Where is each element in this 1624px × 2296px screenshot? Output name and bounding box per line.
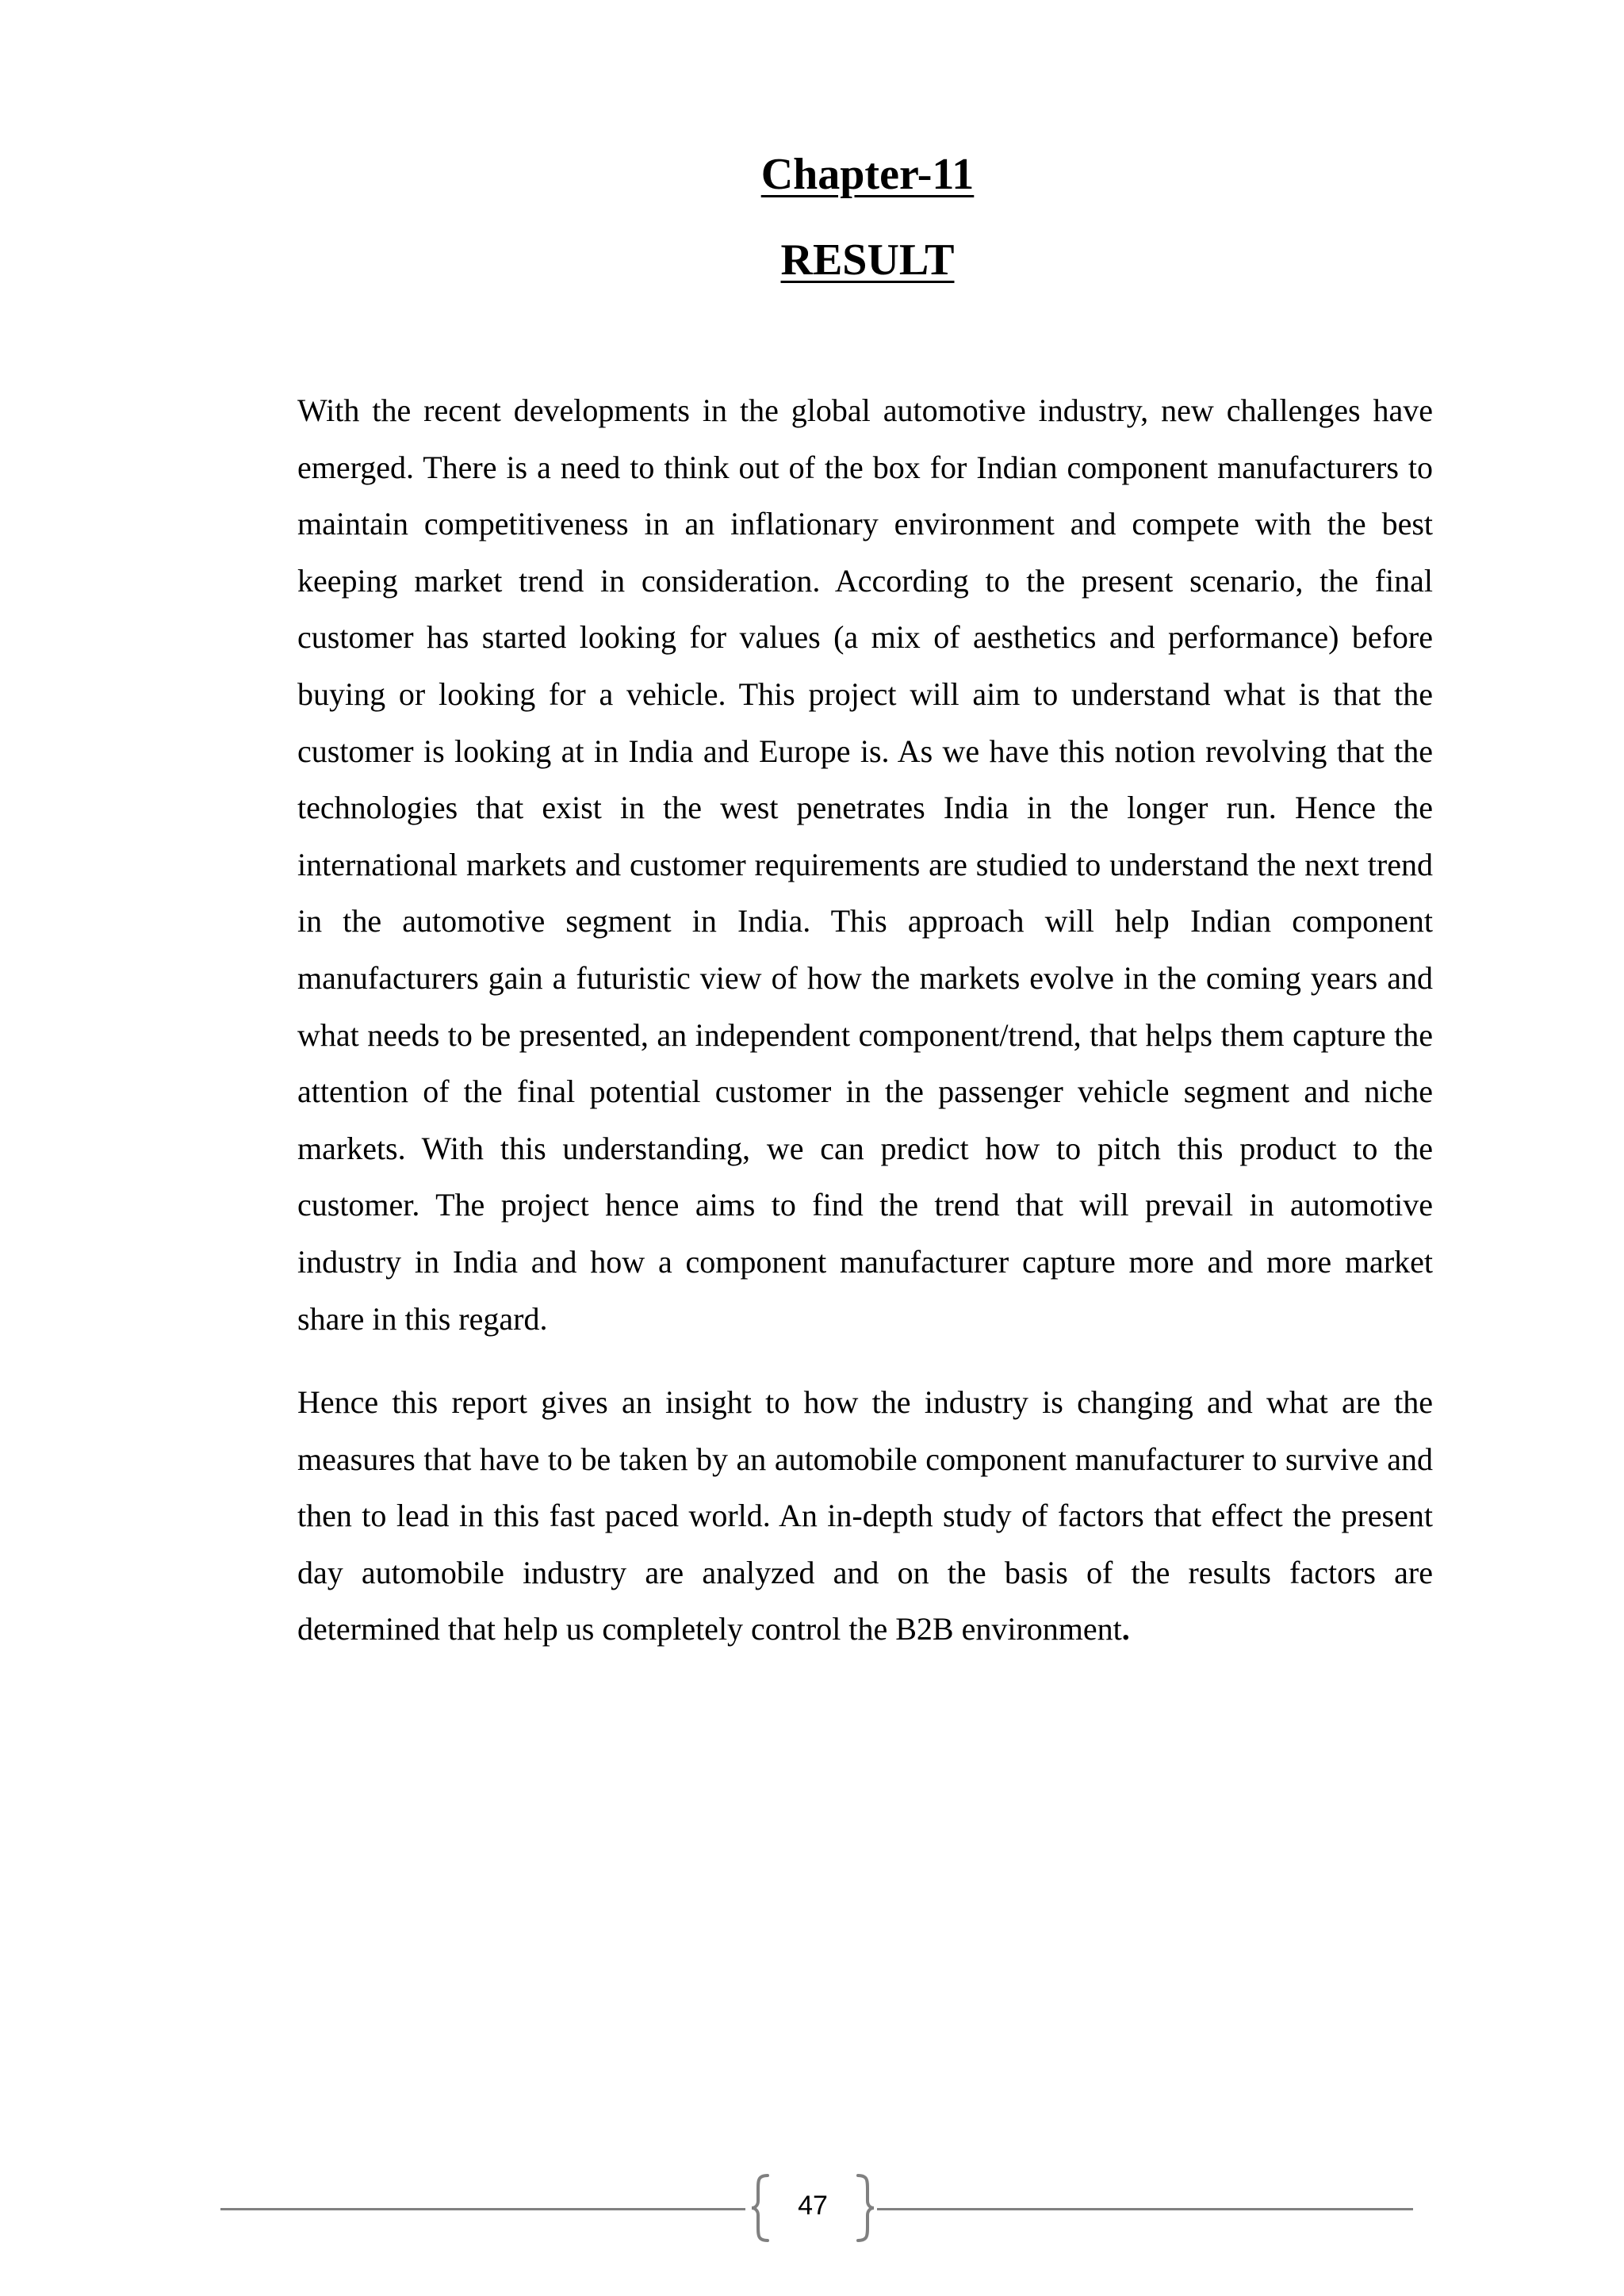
paragraph-2	[297, 1374, 1433, 1658]
chapter-heading: Chapter-11	[760, 150, 975, 199]
body-text	[297, 382, 1433, 1658]
paragraph-2-period: .	[1121, 1611, 1130, 1647]
section-heading: RESULT	[780, 235, 955, 285]
left-bracket-icon	[750, 2172, 772, 2244]
right-bracket-icon	[853, 2172, 875, 2244]
page-footer	[0, 2172, 1624, 2244]
page-number: 47	[798, 2191, 828, 2221]
footer-rule-left	[220, 2208, 745, 2210]
footer-rule-right	[877, 2208, 1413, 2210]
paragraph-2-text: Hence this report gives an insight to how the industry is changing and what are the measures that have to be taken by an automobile component manufacturer to survive and then to lead in this fast paced world. An in-depth study of factors that effect the present day automobile industry are analyzed and on the basis of the results factors are determined that help us completely control the B2B environment	[297, 1384, 1433, 1647]
paragraph-1: With the recent developments in the global automotive industry, new challenges have emerged. There is a need to think out of the box for Indian component manufacturers to maintain competitiveness in an inflationary environment and compete with the best keeping market trend in consideration. According to the present scenario, the final customer has started looking for values (a mix of aesthetics and performance) before buying or looking for a vehicle. This project will aim to understand what is that the customer is looking at in India and Europe is. As we have this notion revolving that the technologies that exist in the west penetrates India in the longer run. Hence the international markets and customer requirements are studied to understand the next trend in the automotive segment in India. This approach will help Indian component manufacturers gain a futuristic view of how the markets evolve in the coming years and what needs to be presented, an independent component/trend, that helps them capture the attention of the final potential customer in the passenger vehicle segment and niche markets. With this understanding, we can predict how to pitch this product to the customer. The project hence aims to find the trend that will prevail in automotive industry in India and how a component manufacturer capture more and more market share in this regard.	[297, 392, 1433, 1337]
